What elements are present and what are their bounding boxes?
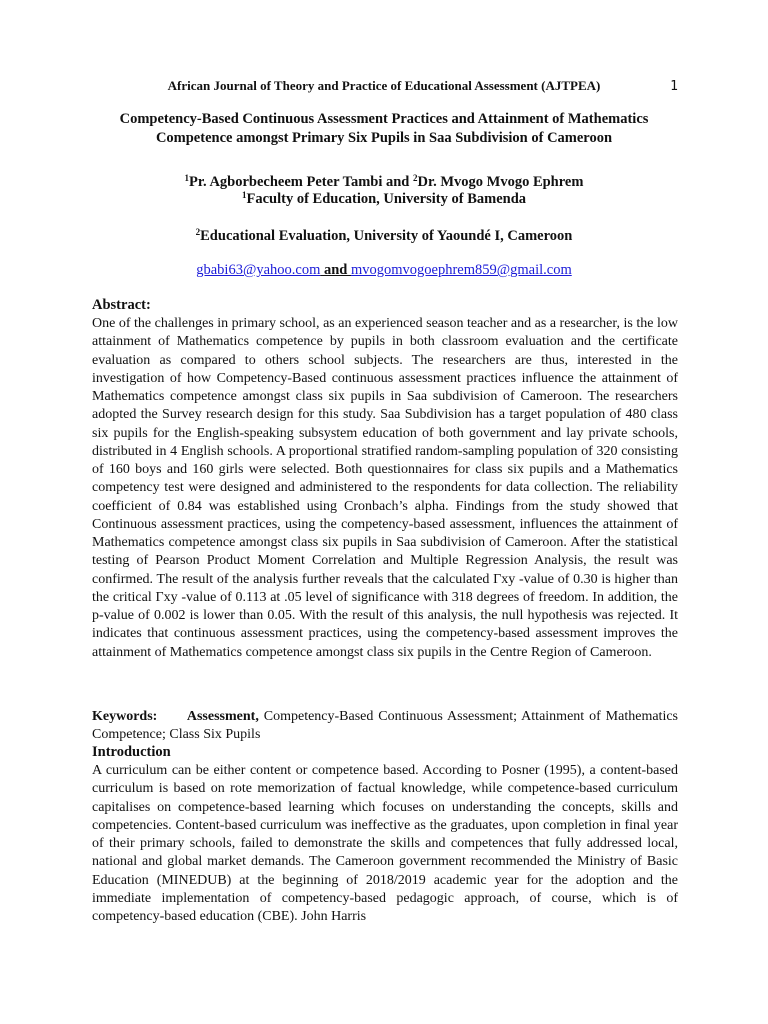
keywords-label: Keywords: — [92, 709, 158, 724]
email-link-1[interactable]: gbabi63@yahoo.com — [196, 262, 321, 278]
author-line — [60, 174, 708, 191]
email-and: and — [320, 262, 351, 278]
affiliation2-text: Educational Evaluation, University of Yaoundé I, Cameroon — [200, 228, 573, 244]
journal-header: African Journal of Theory and Practice of Educational Assessment (AJTPEA) — [167, 78, 601, 93]
author2-superscript: 2 — [413, 173, 418, 183]
author1-name: Pr. Agborbecheem Peter Tambi and — [189, 174, 413, 190]
author2-name: Dr. Mvogo Mvogo Ephrem — [417, 174, 584, 190]
keywords-paragraph — [92, 708, 678, 745]
keywords-spacer — [157, 709, 187, 724]
keyword-assessment: Assessment, — [186, 709, 259, 724]
email-link-2[interactable]: mvogomvogoephrem859@gmail.com — [350, 262, 572, 278]
affiliation2-superscript: 2 — [195, 227, 201, 237]
title-line-2: Competence amongst Primary Six Pupils in Saa Subdivision of Cameroon — [155, 130, 613, 146]
title-line-1: Competency-Based Continuous Assessment Practices and Attainment of Mathematics — [119, 111, 649, 127]
affiliation-1 — [60, 191, 708, 208]
email-line — [60, 262, 708, 279]
introduction-body: A curriculum can be either content or competence based. According to Posner (1995), a content-based curriculum is based on rote memorization of factual knowledge, while competence-based curriculum capitalises on competence-based learning which focuses on understanding the concepts, skills and competencies. Content-based curriculum was ineffective as the graduates, upon completion in final year of their primary schools, failed to demonstrate the skills and competences that fully addressed local, national and global market demands. The Cameroon government recommended the Ministry of Basic Education (MINEDUB) at the beginning of 2018/2019 academic year for the adoption and the immediate implementation of competency-based pedagogic approach, of course, which is of competency-based education (CBE). John Harris — [92, 763, 678, 924]
abstract-heading: Abstract: — [92, 297, 151, 313]
affiliation1-text: Faculty of Education, University of Bamenda — [246, 191, 527, 207]
author1-superscript: 1 — [184, 173, 190, 183]
affiliation1-superscript: 1 — [241, 190, 247, 200]
page-number: 1 — [670, 79, 678, 94]
keywords-rest: Competency-Based Continuous Assessment; Attainment of Mathematics Competence; Class Six Pupils — [92, 709, 678, 743]
affiliation-2 — [60, 228, 708, 245]
introduction-heading: Introduction — [92, 744, 171, 760]
paper-title — [60, 110, 708, 148]
abstract-body: One of the challenges in primary school, as an experienced season teacher and as a researcher, is the low attainment of Mathematics competence by pupils in both classroom evaluation and the certificate evaluation as compared to others school subjects. The researchers are thus, interested in the investigation of how Competency-Based continuous assessment practices influence the attainment of Mathematics competence amongst class six pupils in Saa subdivision of Cameroon. The researchers adopted the Survey research design for this study. Saa Subdivision has a target population of 480 class six pupils for the English-speaking subsystem education of both government and lay private schools, distributed in 4 English schools. A proportional stratified random-sampling population of 320 consisting of 160 boys and 160 girls were selected. Both questionnaires for class six pupils and a Mathematics competency test were designed and administered to the respondents for data collection. The reliability coefficient of 0.84 was established using Cronbach’s alpha. Findings from the study showed that Continuous assessment practices, using the competency-based assessment, influences the attainment of Mathematics competence amongst class six pupils in Saa subdivision of Cameroon. After the statistical testing of Pearson Product Moment Correlation and Multiple Regression Analysis, the result was confirmed. The result of the analysis further reveals that the calculated Γxy -value of 0.30 is higher than the critical Γxy -value of 0.113 at .05 level of significance with 318 degrees of freedom. In addition, the p-value of 0.002 is lower than 0.05. With the result of this analysis, the null hypothesis was rejected. It indicates that continuous assessment practices, using the competency-based assessment improves the attainment of Mathematics competence amongst class six pupils in the Centre Region of Cameroon. — [92, 316, 678, 660]
